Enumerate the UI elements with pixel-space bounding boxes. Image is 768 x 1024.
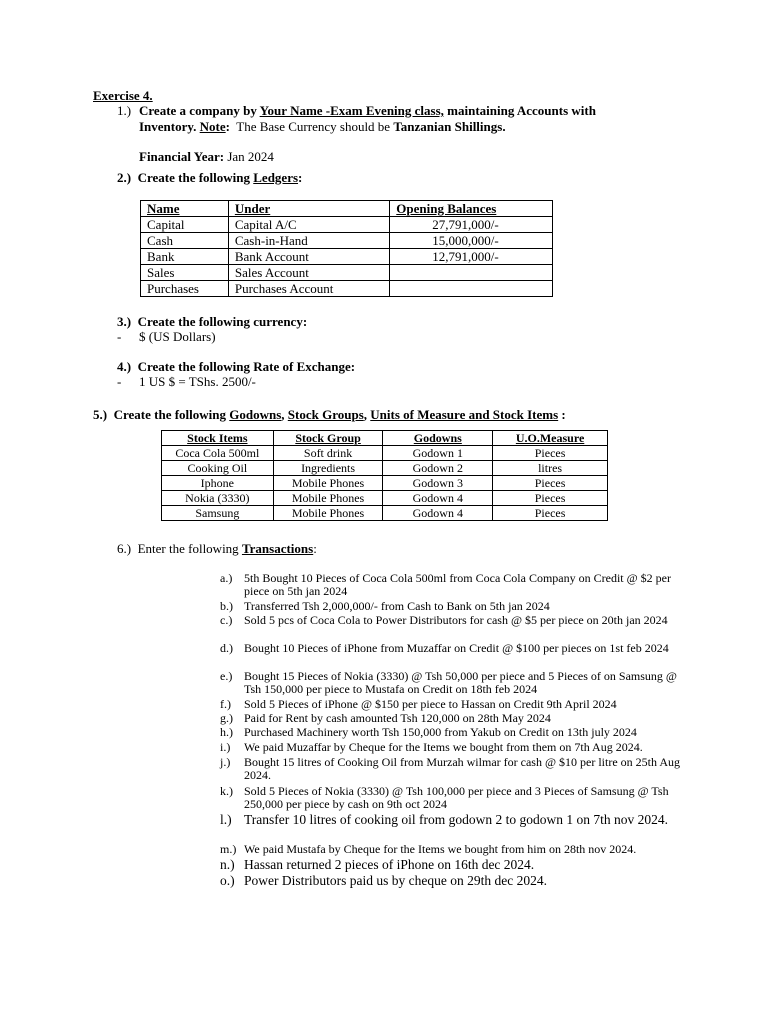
transaction-text: Power Distributors paid us by cheque on 29th dec 2024. xyxy=(244,873,547,888)
ledger-cell-balance: 27,791,000/- xyxy=(390,217,553,233)
q3-heading xyxy=(117,314,307,330)
stock-header-godowns: Godowns xyxy=(383,431,493,446)
ledger-header-opening-balances: Opening Balances xyxy=(390,201,553,217)
q5-sep1: , xyxy=(281,407,288,422)
table-row xyxy=(162,446,608,461)
ledger-cell-name: Purchases xyxy=(141,281,229,297)
transaction-text: Hassan returned 2 pieces of iPhone on 16th dec 2024. xyxy=(244,857,535,872)
transaction-text: We paid Mustafa by Cheque for the Items we bought from him on 28th nov 2024. xyxy=(244,842,637,856)
q1-base-currency: Tanzanian Shillings xyxy=(393,119,503,134)
list-item xyxy=(220,813,690,826)
list-item xyxy=(220,858,690,871)
list-item xyxy=(220,712,690,725)
stock-cell-godown: Godown 4 xyxy=(383,506,493,521)
transaction-text: Transfer 10 litres of cooking oil from godown 2 to godown 1 on 7th nov 2024. xyxy=(244,812,668,827)
q5-heading xyxy=(93,407,566,423)
transaction-text: We paid Muzaffar by Cheque for the Items we bought from them on 7th Aug 2024. xyxy=(244,740,643,754)
transaction-text: Bought 15 litres of Cooking Oil from Murzah wilmar for cash @ $10 per litre on 25th Aug 2024. xyxy=(244,755,680,782)
ledger-cell-name: Cash xyxy=(141,233,229,249)
ledger-header-name: Name xyxy=(141,201,229,217)
list-item xyxy=(220,843,690,856)
q1-period: . xyxy=(502,119,506,134)
list-item xyxy=(220,756,690,782)
q6-post: : xyxy=(313,541,317,556)
transaction-text: Bought 15 Pieces of Nokia (3330) @ Tsh 50,000 per piece and 5 Pieces of on Samsung @ Tsh 150,000 per piece to Mustafa on Credit on 18th feb 2024 xyxy=(244,669,677,696)
transaction-text: Sold 5 Pieces of iPhone @ $150 per piece to Hassan on Credit 9th April 2024 xyxy=(244,697,617,711)
q1-post: maintaining Accounts with xyxy=(443,103,596,118)
ledger-cell-under: Sales Account xyxy=(228,265,389,281)
q6-transactions-word: Transactions xyxy=(241,541,314,556)
list-item xyxy=(220,572,690,598)
q3-currency-item: $ (US Dollars) xyxy=(139,329,216,344)
stock-table-header xyxy=(162,431,608,446)
transaction-label: g.) xyxy=(220,711,233,725)
q1-note-label: Note xyxy=(199,119,226,134)
ledger-cell-under: Cash-in-Hand xyxy=(228,233,389,249)
q5-pre: Create the following xyxy=(113,407,230,422)
stock-cell-item: Cooking Oil xyxy=(162,461,274,476)
table-row xyxy=(162,506,608,521)
stock-cell-group: Mobile Phones xyxy=(273,491,383,506)
q2-heading xyxy=(117,170,302,186)
stock-cell-group: Mobile Phones xyxy=(273,476,383,491)
transaction-text: Paid for Rent by cash amounted Tsh 120,000 on 28th May 2024 xyxy=(244,711,551,725)
list-item xyxy=(220,726,690,739)
ledger-cell-under: Purchases Account xyxy=(228,281,389,297)
transaction-text: Sold 5 Pieces of Nokia (3330) @ Tsh 100,000 per piece and 3 Pieces of Samsung @ Tsh 250,000 per piece by cash on 9th oct 2024 xyxy=(244,784,669,811)
q1-line1 xyxy=(139,103,596,119)
q5-stock-groups-word: Stock Groups xyxy=(287,407,364,422)
ledger-cell-balance xyxy=(390,265,553,281)
q1-line2 xyxy=(139,119,506,135)
transaction-label: c.) xyxy=(220,613,233,627)
q1-line2-pre: Inventory. xyxy=(139,119,200,134)
stock-cell-group: Ingredients xyxy=(273,461,383,476)
transaction-label: b.) xyxy=(220,599,233,613)
q1-company-name: Your Name -Exam Evening class, xyxy=(259,103,444,118)
q1-note-text: The Base Currency should be xyxy=(230,119,394,134)
transaction-label: n.) xyxy=(220,857,235,872)
list-item xyxy=(220,698,690,711)
stock-cell-item: Samsung xyxy=(162,506,274,521)
q4-number: 4.) xyxy=(117,359,132,374)
ledger-table-header xyxy=(141,201,553,217)
q3-text: Create the following currency: xyxy=(137,314,308,329)
stock-cell-uom: Pieces xyxy=(493,506,608,521)
transaction-label: i.) xyxy=(220,740,231,754)
q5-godowns-word: Godowns xyxy=(229,407,282,422)
q4-heading xyxy=(117,359,355,375)
transaction-label: k.) xyxy=(220,784,233,798)
q5-number: 5.) xyxy=(93,407,108,422)
q1-pre: Create a company by xyxy=(139,103,260,118)
ledger-table xyxy=(140,200,553,297)
table-row xyxy=(141,217,553,233)
stock-cell-group: Mobile Phones xyxy=(273,506,383,521)
stock-cell-godown: Godown 1 xyxy=(383,446,493,461)
table-row xyxy=(141,233,553,249)
financial-year xyxy=(139,149,274,165)
stock-header-group: Stock Group xyxy=(273,431,383,446)
stock-cell-item: Nokia (3330) xyxy=(162,491,274,506)
financial-year-value: Jan 2024 xyxy=(224,149,274,164)
transaction-label: o.) xyxy=(220,873,235,888)
ledger-cell-under: Capital A/C xyxy=(228,217,389,233)
stock-cell-uom: Pieces xyxy=(493,476,608,491)
ledger-cell-balance: 15,000,000/- xyxy=(390,233,553,249)
ledger-cell-name: Bank xyxy=(141,249,229,265)
table-row xyxy=(141,281,553,297)
stock-cell-uom: Pieces xyxy=(493,491,608,506)
ledger-header-under: Under xyxy=(228,201,389,217)
q6-number: 6.) xyxy=(117,541,132,556)
table-row xyxy=(162,491,608,506)
transaction-label: d.) xyxy=(220,641,233,655)
q2-post: : xyxy=(298,170,303,185)
table-row xyxy=(162,476,608,491)
q3-dash: - xyxy=(117,329,122,344)
table-row xyxy=(162,461,608,476)
list-item xyxy=(220,600,690,613)
transaction-text: Purchased Machinery worth Tsh 150,000 from Yakub on Credit on 13th july 2024 xyxy=(244,725,637,739)
stock-cell-item: Iphone xyxy=(162,476,274,491)
list-item xyxy=(220,741,690,754)
ledger-cell-balance: 12,791,000/- xyxy=(390,249,553,265)
q6-pre: Enter the following xyxy=(137,541,242,556)
stock-cell-uom: Pieces xyxy=(493,446,608,461)
stock-cell-godown: Godown 4 xyxy=(383,491,493,506)
list-item xyxy=(220,874,690,887)
q1-note-colon: : xyxy=(225,119,231,134)
q5-sep2: , xyxy=(363,407,371,422)
transaction-label: l.) xyxy=(220,812,232,827)
stock-cell-godown: Godown 3 xyxy=(383,476,493,491)
transaction-text: Transferred Tsh 2,000,000/- from Cash to Bank on 5th jan 2024 xyxy=(244,599,550,613)
stock-header-uom: U.O.Measure xyxy=(493,431,608,446)
transaction-text: Bought 10 Pieces of iPhone from Muzaffar on Credit @ $100 per pieces on 1st feb 2024 xyxy=(244,641,669,655)
stock-cell-group: Soft drink xyxy=(273,446,383,461)
transaction-text: 5th Bought 10 Pieces of Coca Cola 500ml from Coca Cola Company on Credit @ $2 per piece on 5th jan 2024 xyxy=(244,571,671,598)
exercise-title: Exercise 4. xyxy=(93,88,153,103)
q4-text: Create the following Rate of Exchange: xyxy=(137,359,356,374)
transaction-label: m.) xyxy=(220,842,237,856)
transaction-text: Sold 5 pcs of Coca Cola to Power Distributors for cash @ $5 per piece on 20th jan 2024 xyxy=(244,613,668,627)
financial-year-label: Financial Year: xyxy=(139,149,225,164)
ledger-cell-name: Sales xyxy=(141,265,229,281)
q6-heading xyxy=(117,541,317,557)
q2-number: 2.) xyxy=(117,170,132,185)
stock-cell-item: Coca Cola 500ml xyxy=(162,446,274,461)
ledger-cell-name: Capital xyxy=(141,217,229,233)
transaction-label: h.) xyxy=(220,725,233,739)
transaction-label: a.) xyxy=(220,571,233,585)
stock-table xyxy=(161,430,608,521)
stock-header-items: Stock Items xyxy=(162,431,274,446)
list-item xyxy=(220,785,690,811)
q4-dash: - xyxy=(117,374,122,389)
list-item xyxy=(220,670,690,696)
table-row xyxy=(141,265,553,281)
q4-rate-item: 1 US $ = TShs. 2500/- xyxy=(139,374,256,389)
q3-number: 3.) xyxy=(117,314,132,329)
q2-pre: Create the following xyxy=(137,170,254,185)
ledger-cell-balance xyxy=(390,281,553,297)
q5-post: : xyxy=(558,407,566,422)
stock-cell-uom: litres xyxy=(493,461,608,476)
transaction-label: j.) xyxy=(220,755,231,769)
transaction-label: f.) xyxy=(220,697,231,711)
q2-ledgers-word: Ledgers xyxy=(253,170,299,185)
table-row xyxy=(141,249,553,265)
list-item xyxy=(220,614,690,627)
transaction-label: e.) xyxy=(220,669,233,683)
list-item xyxy=(220,642,690,655)
q1-number: 1.) xyxy=(117,103,132,118)
stock-cell-godown: Godown 2 xyxy=(383,461,493,476)
ledger-cell-under: Bank Account xyxy=(228,249,389,265)
q5-units-word: Units of Measure and Stock Items xyxy=(370,407,559,422)
